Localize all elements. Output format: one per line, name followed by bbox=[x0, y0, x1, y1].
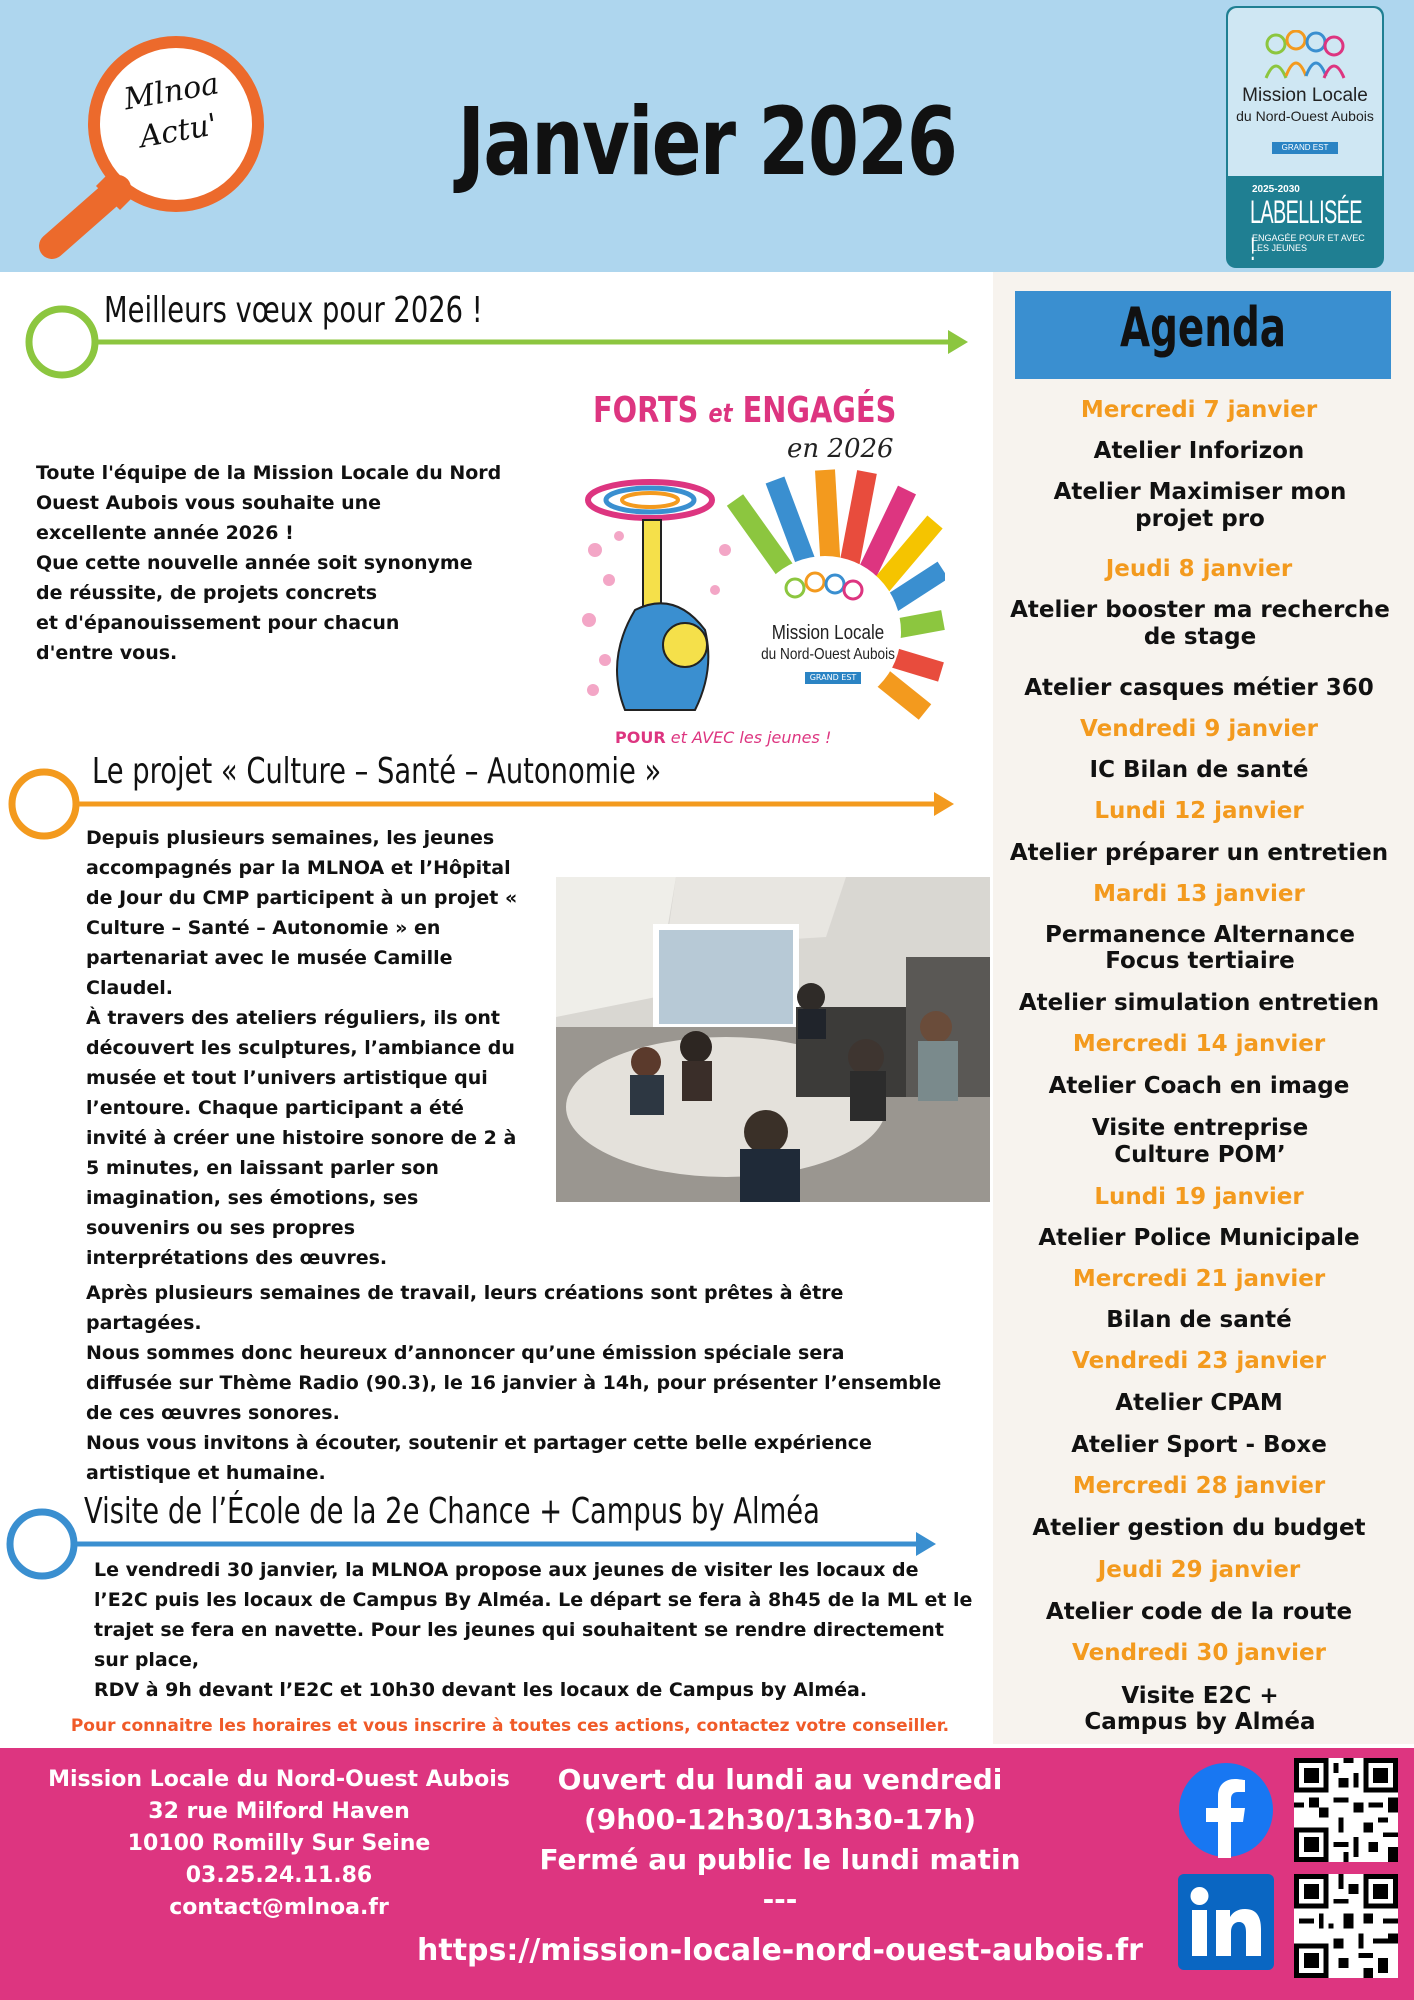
forts-engages-poster bbox=[575, 390, 945, 750]
culture-line: imagination, ses émotions, ses bbox=[86, 1187, 419, 1209]
section-title-e2c: Visite de l’École de la 2e Chance + Campus by Alméa bbox=[84, 1491, 820, 1532]
footer-hours bbox=[500, 1760, 1060, 1920]
culture-line: souvenirs ou ses propres bbox=[86, 1217, 355, 1239]
poster-sunburst-icon bbox=[575, 460, 945, 720]
footer-org-name: Mission Locale du Nord-Ouest Aubois bbox=[48, 1767, 510, 1792]
ml-logo-sub: du Nord-Ouest Aubois bbox=[1236, 108, 1374, 124]
section-title-culture: Le projet « Culture – Santé – Autonomie » bbox=[92, 751, 662, 792]
agenda-date: Mercredi 21 janvier bbox=[1072, 1266, 1326, 1292]
voeux-line: de réussite, de projets concrets bbox=[36, 582, 378, 604]
voeux-line: excellente année 2026 ! bbox=[36, 522, 294, 544]
footer-hours-line: Fermé au public le lundi matin bbox=[539, 1843, 1021, 1876]
culture-line: artistique et humaine. bbox=[86, 1462, 326, 1484]
agenda-title: Agenda bbox=[1119, 296, 1287, 359]
culture-line: Nous sommes donc heureux d’annoncer qu’une émission spéciale sera bbox=[86, 1342, 845, 1364]
agenda-date: Vendredi 9 janvier bbox=[1080, 716, 1318, 742]
poster-year: en 2026 bbox=[787, 434, 894, 464]
e2c-line: RDV à 9h devant l’E2C et 10h30 devant les locaux de Campus by Alméa. bbox=[94, 1679, 868, 1701]
poster-headline-2: ENGAGÉS bbox=[742, 390, 897, 431]
voeux-text bbox=[36, 458, 556, 668]
culture-line: accompagnés par la MLNOA et l’Hôpital bbox=[86, 857, 511, 879]
footer-hours-line: --- bbox=[762, 1883, 798, 1916]
brand-logo-text: Mlnoa Actu' bbox=[121, 66, 222, 156]
culture-line: Culture – Santé – Autonomie » en bbox=[86, 917, 441, 939]
footer-email[interactable]: contact@mlnoa.fr bbox=[169, 1895, 389, 1920]
culture-line: Depuis plusieurs semaines, les jeunes bbox=[86, 827, 495, 849]
culture-line: diffusée sur Thème Radio (90.3), le 16 janvier à 14h, pour présenter l’ensemble bbox=[86, 1372, 942, 1394]
culture-line: Après plusieurs semaines de travail, leurs créations sont prêtes à être bbox=[86, 1282, 844, 1304]
poster-footer-rest: et AVEC les jeunes ! bbox=[670, 728, 832, 747]
linkedin-icon[interactable] bbox=[1178, 1874, 1274, 1970]
footer-phone[interactable]: 03.25.24.11.86 bbox=[185, 1863, 373, 1888]
agenda-date: Mercredi 7 janvier bbox=[1080, 397, 1318, 423]
e2c-line: l’E2C puis les locaux de Campus By Alméa. Le départ se fera à 8h45 de la ML et le bbox=[94, 1589, 973, 1611]
footer-hours-line: Ouvert du lundi au vendredi bbox=[557, 1763, 1003, 1796]
qr-code-icon[interactable] bbox=[1294, 1758, 1398, 1862]
ml-logo-region: GRAND EST bbox=[1272, 142, 1338, 154]
agenda-event: Atelier simulation entretien bbox=[1018, 990, 1380, 1016]
culture-line: l’entoure. Chaque participant a été bbox=[86, 1097, 464, 1119]
culture-line: À travers des ateliers réguliers, ils ont bbox=[86, 1007, 500, 1029]
label-years: 2025-2030 bbox=[1252, 184, 1300, 195]
culture-line: partenariat avec le musée Camille bbox=[86, 947, 453, 969]
agenda-event: IC Bilan de santé bbox=[1089, 757, 1309, 783]
agenda-event: Permanence Alternance Focus tertiaire bbox=[1045, 922, 1355, 974]
qr-code-icon[interactable] bbox=[1294, 1874, 1398, 1978]
culture-line: Claudel. bbox=[86, 977, 174, 999]
poster-headline-et: et bbox=[708, 399, 733, 429]
culture-line: invité à créer une histoire sonore de 2 à bbox=[86, 1127, 517, 1149]
poster-logo-name: Mission Locale bbox=[771, 622, 885, 644]
voeux-line: d'entre vous. bbox=[36, 642, 178, 664]
footer-hours-line: (9h00-12h30/13h30-17h) bbox=[583, 1803, 977, 1836]
page-title: Janvier 2026 bbox=[457, 88, 957, 197]
agenda-date: Mercredi 14 janvier bbox=[1072, 1031, 1326, 1057]
agenda-event: Atelier Maximiser mon projet pro bbox=[1053, 479, 1347, 532]
e2c-line: Le vendredi 30 janvier, la MLNOA propose aux jeunes de visiter les locaux de bbox=[94, 1559, 919, 1581]
label-text: LABELLISÉE ! bbox=[1250, 194, 1362, 267]
agenda-date: Vendredi 30 janvier bbox=[1072, 1640, 1326, 1666]
poster-footer-pour: POUR bbox=[615, 728, 666, 747]
radio-studio-photo bbox=[556, 877, 990, 1202]
agenda-date: Vendredi 23 janvier bbox=[1072, 1348, 1326, 1374]
agenda-event: Atelier préparer un entretien bbox=[1009, 840, 1389, 866]
poster-logo-region: GRAND EST bbox=[805, 672, 861, 684]
footer-address bbox=[14, 1764, 544, 1924]
notice-text: Pour connaitre les horaires et vous inscrire à toutes ces actions, contactez votre conseiller. bbox=[70, 1716, 950, 1736]
agenda-event: Visite entreprise Culture POM’ bbox=[1091, 1115, 1309, 1168]
footer-website-link[interactable]: https://mission-locale-nord-ouest-aubois.fr bbox=[417, 1933, 1143, 1968]
agenda-event: Bilan de santé bbox=[1106, 1307, 1292, 1333]
culture-line: de Jour du CMP participent à un projet « bbox=[86, 887, 518, 909]
agenda-event: Atelier Police Municipale bbox=[1038, 1225, 1360, 1251]
agenda-event: Atelier Inforizon bbox=[1093, 438, 1305, 464]
culture-line: musée et tout l’univers artistique qui bbox=[86, 1067, 488, 1089]
culture-line: 5 minutes, en laissant parler son bbox=[86, 1157, 439, 1179]
poster-logo-sub: du Nord-Ouest Aubois bbox=[761, 646, 895, 663]
agenda-event: Atelier gestion du budget bbox=[1032, 1515, 1366, 1541]
voeux-line: Ouest Aubois vous souhaite une bbox=[36, 492, 382, 514]
agenda-date: Lundi 12 janvier bbox=[1094, 798, 1304, 824]
footer-street: 32 rue Milford Haven bbox=[148, 1799, 410, 1824]
footer-city: 10100 Romilly Sur Seine bbox=[127, 1831, 431, 1856]
agenda-event: Visite E2C + Campus by Alméa bbox=[1084, 1683, 1316, 1735]
agenda-date: Lundi 19 janvier bbox=[1094, 1184, 1304, 1210]
culture-text-narrow bbox=[86, 823, 536, 1273]
culture-text-wide bbox=[86, 1278, 986, 1488]
agenda-event: Atelier Sport - Boxe bbox=[1071, 1432, 1327, 1458]
culture-line: découvert les sculptures, l’ambiance du bbox=[86, 1037, 515, 1059]
mission-locale-label-logo bbox=[1226, 6, 1384, 268]
voeux-line: Que cette nouvelle année soit synonyme bbox=[36, 552, 473, 574]
voeux-line: Toute l'équipe de la Mission Locale du Nord bbox=[36, 462, 502, 484]
culture-line: partagées. bbox=[86, 1312, 202, 1334]
people-logo-icon bbox=[1262, 30, 1348, 82]
culture-line: de ces œuvres sonores. bbox=[86, 1402, 340, 1424]
e2c-line: trajet se fera en navette. Pour les jeunes qui souhaitent se rendre directement bbox=[94, 1619, 944, 1641]
culture-line: Nous vous invitons à écouter, soutenir et partager cette belle expérience bbox=[86, 1432, 872, 1454]
poster-headline-1: FORTS bbox=[593, 390, 699, 431]
agenda-event: Atelier booster ma recherche de stage bbox=[1010, 597, 1390, 650]
culture-line: interprétations des œuvres. bbox=[86, 1247, 388, 1269]
agenda-date: Jeudi 29 janvier bbox=[1097, 1557, 1301, 1583]
label-tagline: ENGAGÉE POUR ET AVEC LES JEUNES bbox=[1252, 233, 1365, 253]
e2c-text bbox=[94, 1555, 994, 1705]
e2c-line: sur place, bbox=[94, 1649, 200, 1671]
agenda-event: Atelier Coach en image bbox=[1048, 1073, 1350, 1099]
agenda-date: Jeudi 8 janvier bbox=[1105, 556, 1293, 582]
agenda-event: Atelier CPAM bbox=[1115, 1390, 1283, 1416]
ml-logo-name: Mission Locale bbox=[1242, 85, 1368, 106]
agenda-event: Atelier casques métier 360 bbox=[1024, 675, 1374, 701]
agenda-date: Mercredi 28 janvier bbox=[1072, 1473, 1326, 1499]
voeux-line: et d'épanouissement pour chacun bbox=[36, 612, 400, 634]
agenda-event: Atelier code de la route bbox=[1045, 1599, 1353, 1625]
agenda-date: Mardi 13 janvier bbox=[1093, 881, 1305, 907]
facebook-icon[interactable] bbox=[1178, 1762, 1274, 1858]
section-title-voeux: Meilleurs vœux pour 2026 ! bbox=[104, 290, 483, 331]
